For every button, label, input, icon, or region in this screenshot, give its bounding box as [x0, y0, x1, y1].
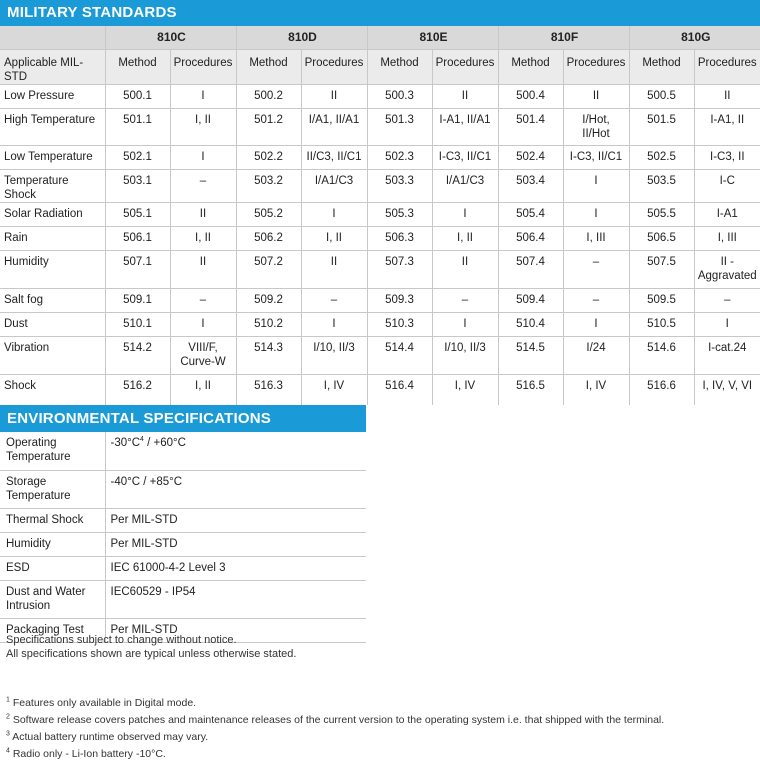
footnote: [6, 746, 664, 760]
procedures-cell: –: [694, 288, 760, 312]
footnote-number: 4: [6, 747, 10, 755]
procedures-cell: VIII/F, Curve-W: [170, 336, 236, 374]
method-cell: 500.1: [105, 84, 170, 108]
procedures-cell: I, II: [432, 226, 498, 250]
footnote: [6, 695, 664, 712]
method-cell: 514.6: [629, 336, 694, 374]
method-cell: 507.4: [498, 250, 563, 288]
footnote: [6, 712, 664, 729]
table-row: [0, 312, 760, 336]
test-name: Low Pressure: [4, 89, 75, 102]
method-column-header: Method: [236, 49, 301, 84]
footnote-number: 1: [6, 696, 10, 704]
column-header-row: [0, 49, 760, 84]
procedures-cell: I/A1/C3: [432, 169, 498, 202]
method-cell: 505.4: [498, 202, 563, 226]
procedures-cell: I: [563, 312, 629, 336]
footnotes: [6, 695, 664, 760]
procedures-cell: I: [563, 169, 629, 202]
procedures-cell: II - Aggravated: [694, 250, 760, 288]
method-cell: 510.5: [629, 312, 694, 336]
method-cell: 505.5: [629, 202, 694, 226]
test-name: Low Temperature: [4, 150, 93, 163]
env-value-text: IEC60529 - IP54: [110, 585, 196, 598]
test-name: Shock: [4, 379, 36, 392]
procedures-cell: –: [170, 288, 236, 312]
env-value: [105, 532, 366, 556]
method-column-header: Method: [629, 49, 694, 84]
method-cell: 501.2: [236, 108, 301, 145]
env-value-text: Per MIL-STD: [110, 623, 178, 636]
method-cell: 509.4: [498, 288, 563, 312]
standards-row: [0, 26, 760, 49]
test-name: Temperature Shock: [4, 174, 69, 201]
env-row: [0, 556, 366, 580]
method-cell: 500.3: [367, 84, 432, 108]
method-cell: 503.1: [105, 169, 170, 202]
procedures-cell: I, IV: [432, 374, 498, 405]
env-value-text: Per MIL-STD: [110, 537, 178, 550]
procedures-column-header: Procedures: [694, 49, 760, 84]
procedures-cell: I: [694, 312, 760, 336]
procedures-cell: I: [301, 312, 367, 336]
env-value: [105, 556, 366, 580]
env-row: [0, 532, 366, 556]
procedures-cell: II: [170, 202, 236, 226]
method-cell: 506.1: [105, 226, 170, 250]
env-value: [105, 432, 366, 470]
method-cell: 501.1: [105, 108, 170, 145]
procedures-cell: I: [432, 202, 498, 226]
procedures-cell: II: [170, 250, 236, 288]
procedures-cell: –: [170, 169, 236, 202]
test-name: Salt fog: [4, 293, 43, 306]
test-name: High Temperature: [4, 113, 96, 126]
procedures-cell: I/Hot, II/Hot: [563, 108, 629, 145]
footnote-text: Actual battery runtime observed may vary.: [9, 731, 209, 743]
procedures-column-header: Procedures: [563, 49, 629, 84]
method-cell: 507.5: [629, 250, 694, 288]
method-cell: 506.2: [236, 226, 301, 250]
procedures-cell: II: [563, 84, 629, 108]
method-column-header: Method: [498, 49, 563, 84]
procedures-cell: I: [563, 202, 629, 226]
procedures-cell: II: [694, 84, 760, 108]
footnote-number: 2: [6, 713, 10, 721]
procedures-cell: I, II: [170, 226, 236, 250]
method-cell: 503.4: [498, 169, 563, 202]
procedures-cell: I: [301, 202, 367, 226]
method-cell: 510.1: [105, 312, 170, 336]
procedures-cell: I, II: [170, 108, 236, 145]
method-cell: 507.2: [236, 250, 301, 288]
method-cell: 514.3: [236, 336, 301, 374]
method-cell: 514.4: [367, 336, 432, 374]
method-cell: 509.3: [367, 288, 432, 312]
corner-cell: [0, 26, 105, 49]
table-row: [0, 250, 760, 288]
env-value-text: Per MIL-STD: [110, 513, 178, 526]
standard-header: 810C: [105, 26, 236, 49]
method-cell: 502.2: [236, 145, 301, 169]
procedures-cell: I/10, II/3: [301, 336, 367, 374]
procedures-column-header: Procedures: [432, 49, 498, 84]
method-column-header: Method: [367, 49, 432, 84]
procedures-cell: I, II: [170, 374, 236, 405]
footnote-number: 3: [6, 730, 10, 738]
procedures-cell: –: [301, 288, 367, 312]
method-cell: 502.4: [498, 145, 563, 169]
method-cell: 516.5: [498, 374, 563, 405]
footnote-text: Software release covers patches and maintenance releases of the current version to the operating system i.e. that shipped with the terminal.: [9, 714, 665, 726]
procedures-cell: I-C3, II/C1: [432, 145, 498, 169]
procedures-cell: I-A1, II/A1: [432, 108, 498, 145]
env-value-text: IEC 61000-4-2 Level 3: [110, 561, 226, 574]
table-row: [0, 226, 760, 250]
military-standards-header: MILITARY STANDARDS: [0, 0, 760, 26]
procedures-cell: II: [301, 84, 367, 108]
method-cell: 505.1: [105, 202, 170, 226]
table-row: [0, 84, 760, 108]
env-label: Humidity: [0, 532, 105, 556]
env-row: [0, 508, 366, 532]
environmental-specifications-table: [0, 432, 366, 643]
procedures-cell: II: [301, 250, 367, 288]
method-cell: 501.4: [498, 108, 563, 145]
military-standards-table: [0, 26, 760, 405]
method-cell: 503.5: [629, 169, 694, 202]
test-name: Rain: [4, 231, 28, 244]
standard-header: 810G: [629, 26, 760, 49]
footnote-ref: 4: [140, 436, 144, 444]
procedures-cell: I/24: [563, 336, 629, 374]
env-value: [105, 580, 366, 618]
test-name: Vibration: [4, 341, 50, 354]
procedures-cell: I, III: [563, 226, 629, 250]
env-label: Operating Temperature: [0, 432, 105, 470]
procedures-column-header: Procedures: [301, 49, 367, 84]
method-cell: 502.3: [367, 145, 432, 169]
procedures-cell: I, II: [301, 226, 367, 250]
procedures-cell: II: [432, 84, 498, 108]
environmental-specifications-header: ENVIRONMENTAL SPECIFICATIONS: [0, 405, 366, 432]
table-row: [0, 202, 760, 226]
method-cell: 514.2: [105, 336, 170, 374]
procedures-cell: –: [432, 288, 498, 312]
test-name: Solar Radiation: [4, 207, 83, 220]
standard-header: 810E: [367, 26, 498, 49]
procedures-cell: I/A1/C3: [301, 169, 367, 202]
procedures-cell: II: [432, 250, 498, 288]
procedures-cell: I, IV: [563, 374, 629, 405]
procedures-cell: –: [563, 288, 629, 312]
procedures-cell: I, III: [694, 226, 760, 250]
method-cell: 502.1: [105, 145, 170, 169]
table-row: [0, 288, 760, 312]
env-value: [105, 508, 366, 532]
method-cell: 500.4: [498, 84, 563, 108]
procedures-cell: I: [170, 312, 236, 336]
table-row: [0, 374, 760, 405]
method-cell: 507.1: [105, 250, 170, 288]
procedures-cell: I-A1: [694, 202, 760, 226]
method-cell: 506.3: [367, 226, 432, 250]
env-label: Storage Temperature: [0, 470, 105, 508]
method-column-header: Method: [105, 49, 170, 84]
method-cell: 505.2: [236, 202, 301, 226]
method-cell: 506.4: [498, 226, 563, 250]
method-cell: 503.3: [367, 169, 432, 202]
footnote-text: Features only available in Digital mode.: [9, 697, 197, 709]
procedures-cell: I: [432, 312, 498, 336]
table-row: [0, 108, 760, 145]
method-cell: 509.5: [629, 288, 694, 312]
env-value-text: / +60°C: [143, 437, 186, 449]
method-cell: 514.5: [498, 336, 563, 374]
procedures-cell: I-C3, II: [694, 145, 760, 169]
method-cell: 516.3: [236, 374, 301, 405]
procedures-cell: I: [170, 84, 236, 108]
procedures-cell: I-C3, II/C1: [563, 145, 629, 169]
applicable-label: Applicable MIL-STD: [0, 49, 105, 84]
method-cell: 516.2: [105, 374, 170, 405]
procedures-cell: I/10, II/3: [432, 336, 498, 374]
disclaimer-line: Specifications subject to change without notice.: [6, 634, 237, 646]
env-label: Thermal Shock: [0, 508, 105, 532]
method-cell: 500.2: [236, 84, 301, 108]
method-cell: 510.3: [367, 312, 432, 336]
procedures-cell: –: [563, 250, 629, 288]
method-cell: 505.3: [367, 202, 432, 226]
table-row: [0, 169, 760, 202]
method-cell: 516.4: [367, 374, 432, 405]
method-cell: 510.2: [236, 312, 301, 336]
env-label: Packaging Test: [0, 618, 105, 642]
method-cell: 507.3: [367, 250, 432, 288]
disclaimer-line: All specifications shown are typical unless otherwise stated.: [6, 648, 297, 660]
table-row: [0, 145, 760, 169]
procedures-cell: I-C: [694, 169, 760, 202]
method-cell: 510.4: [498, 312, 563, 336]
method-cell: 501.5: [629, 108, 694, 145]
env-value-text: -40°C / +85°C: [110, 475, 183, 488]
method-cell: 500.5: [629, 84, 694, 108]
env-label: Dust and Water Intrusion: [0, 580, 105, 618]
test-name: Dust: [4, 317, 28, 330]
env-value-text: -30°C: [110, 437, 141, 449]
method-cell: 506.5: [629, 226, 694, 250]
disclaimer-notes: [6, 633, 296, 661]
procedures-cell: I, IV, V, VI: [694, 374, 760, 405]
test-name: Humidity: [4, 255, 49, 268]
procedures-cell: I-A1, II: [694, 108, 760, 145]
env-label: ESD: [0, 556, 105, 580]
method-cell: 503.2: [236, 169, 301, 202]
procedures-cell: I/A1, II/A1: [301, 108, 367, 145]
standard-header: 810D: [236, 26, 367, 49]
method-cell: 516.6: [629, 374, 694, 405]
env-row: [0, 470, 366, 508]
procedures-cell: I, IV: [301, 374, 367, 405]
table-row: [0, 336, 760, 374]
standard-header: 810F: [498, 26, 629, 49]
env-value: [105, 470, 366, 508]
method-cell: 501.3: [367, 108, 432, 145]
env-row: [0, 432, 366, 470]
footnote: [6, 729, 664, 746]
procedures-column-header: Procedures: [170, 49, 236, 84]
method-cell: 509.1: [105, 288, 170, 312]
env-row: [0, 580, 366, 618]
procedures-cell: II/C3, II/C1: [301, 145, 367, 169]
footnote-text: Radio only - Li-Ion battery -10°C.: [9, 748, 166, 760]
procedures-cell: I: [170, 145, 236, 169]
method-cell: 502.5: [629, 145, 694, 169]
procedures-cell: I-cat.24: [694, 336, 760, 374]
method-cell: 509.2: [236, 288, 301, 312]
